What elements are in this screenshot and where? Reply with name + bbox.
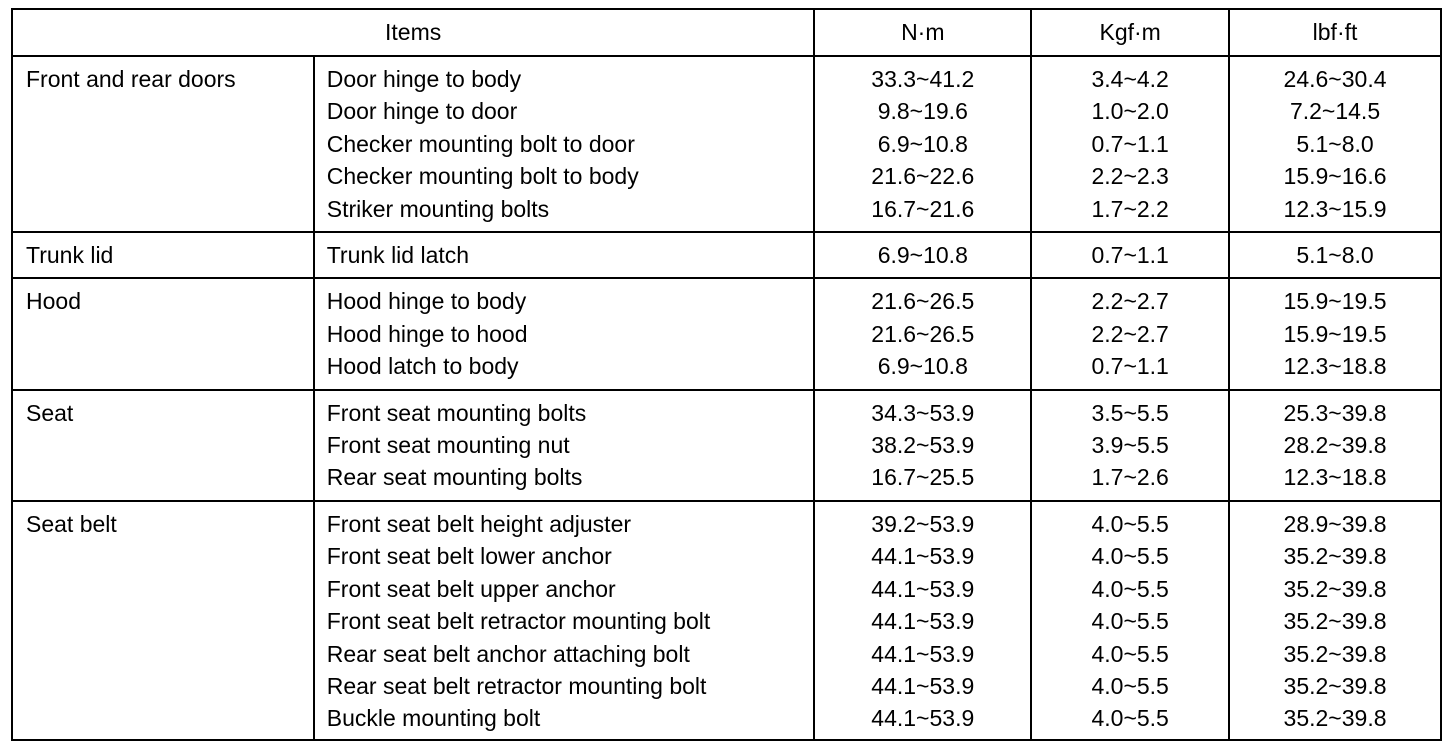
table-row [12,390,1441,501]
torque-kgfm-value: 2.2~2.7 [1091,288,1169,315]
torque-lbfft-value: 15.9~19.5 [1283,288,1387,315]
torque-kgfm-value: 1.7~2.2 [1091,195,1169,222]
torque-nm-value: 44.1~53.9 [871,608,975,635]
item-label: Hood hinge to hood [326,320,528,347]
torque-kgfm-value: 3.5~5.5 [1091,399,1169,426]
item-label: Rear seat belt retractor mounting bolt [326,672,707,699]
torque-kgfm-value: 4.0~5.5 [1091,543,1169,570]
torque-nm-value: 39.2~53.9 [871,510,975,537]
torque-lbfft-value: 28.2~39.8 [1283,432,1387,459]
header-nm: N·m [814,9,1031,56]
table-body [12,56,1441,740]
torque-kgfm-value: 3.9~5.5 [1091,432,1169,459]
torque-lbfft-value: 12.3~15.9 [1283,195,1387,222]
torque-lbfft-value: 35.2~39.8 [1283,543,1387,570]
item-label: Rear seat belt anchor attaching bolt [326,640,690,667]
header-lbfft: lbf·ft [1229,9,1441,56]
torque-kgfm-value: 2.2~2.7 [1091,320,1169,347]
torque-kgfm-value: 4.0~5.5 [1091,640,1169,667]
torque-kgfm-value: 4.0~5.5 [1091,705,1169,732]
table-row [12,501,1441,740]
torque-kgfm-value: 1.0~2.0 [1091,98,1169,125]
torque-lbfft-cell [1229,278,1441,389]
item-cell [314,390,815,501]
item-label: Front seat belt upper anchor [326,575,616,602]
item-label: Buckle mounting bolt [326,705,541,732]
torque-nm-value: 44.1~53.9 [871,575,975,602]
torque-lbfft-value: 7.2~14.5 [1289,98,1381,125]
torque-lbfft-cell [1229,232,1441,278]
group-name: Seat belt [12,501,314,740]
torque-kgfm-value: 4.0~5.5 [1091,575,1169,602]
torque-kgfm-value: 0.7~1.1 [1091,130,1169,157]
header-row [12,9,1441,56]
torque-nm-value: 21.6~26.5 [871,320,975,347]
item-label: Front seat belt retractor mounting bolt [326,608,711,635]
item-label: Striker mounting bolts [326,195,550,222]
torque-nm-value: 44.1~53.9 [871,543,975,570]
torque-lbfft-value: 5.1~8.0 [1296,130,1374,157]
group-name: Trunk lid [12,232,314,278]
torque-kgfm-value: 0.7~1.1 [1091,242,1169,269]
torque-nm-value: 44.1~53.9 [871,640,975,667]
torque-lbfft-value: 28.9~39.8 [1283,510,1387,537]
torque-nm-value: 44.1~53.9 [871,672,975,699]
torque-nm-value: 33.3~41.2 [871,66,975,92]
torque-lbfft-value: 25.3~39.8 [1283,399,1387,426]
torque-nm-value: 9.8~19.6 [877,98,968,125]
item-label: Front seat belt lower anchor [326,543,612,570]
torque-nm-cell [814,232,1031,278]
torque-nm-value: 16.7~21.6 [871,195,975,222]
item-label: Front seat belt height adjuster [326,510,632,537]
item-label: Front seat mounting bolts [326,399,587,426]
item-label: Checker mounting bolt to body [326,163,639,190]
item-label: Door hinge to door [326,98,518,125]
item-cell [314,56,815,232]
header-items: Items [12,9,814,56]
torque-lbfft-value: 15.9~16.6 [1283,163,1387,190]
item-label: Door hinge to body [326,66,522,92]
item-cell [314,232,815,278]
torque-kgfm-cell [1031,501,1229,740]
torque-kgfm-value: 4.0~5.5 [1091,608,1169,635]
torque-lbfft-value: 35.2~39.8 [1283,575,1387,602]
torque-lbfft-value: 24.6~30.4 [1283,66,1387,92]
header-kgfm: Kgf·m [1031,9,1229,56]
torque-kgfm-value: 0.7~1.1 [1091,353,1169,380]
torque-nm-value: 21.6~26.5 [871,288,975,315]
torque-kgfm-cell [1031,56,1229,232]
item-cell [314,501,815,740]
torque-kgfm-cell [1031,278,1229,389]
torque-nm-value: 34.3~53.9 [871,399,975,426]
group-name: Front and rear doors [12,56,314,232]
item-label: Front seat mounting nut [326,432,570,459]
torque-nm-cell [814,56,1031,232]
torque-nm-value: 21.6~22.6 [871,163,975,190]
torque-kgfm-cell [1031,232,1229,278]
torque-lbfft-cell [1229,390,1441,501]
torque-lbfft-value: 5.1~8.0 [1296,242,1374,269]
item-label: Hood latch to body [326,353,519,380]
torque-specification-table [11,8,1442,741]
group-name: Hood [12,278,314,389]
torque-lbfft-value: 35.2~39.8 [1283,705,1387,732]
torque-kgfm-value: 3.4~4.2 [1091,66,1169,92]
torque-lbfft-value: 35.2~39.8 [1283,640,1387,667]
torque-nm-value: 16.7~25.5 [871,464,975,491]
torque-kgfm-value: 4.0~5.5 [1091,672,1169,699]
group-name: Seat [12,390,314,501]
torque-nm-value: 38.2~53.9 [871,432,975,459]
torque-nm-value: 6.9~10.8 [877,353,968,380]
torque-kgfm-value: 4.0~5.5 [1091,510,1169,537]
torque-kgfm-value: 1.7~2.6 [1091,464,1169,491]
table-row [12,278,1441,389]
torque-lbfft-value: 12.3~18.8 [1283,353,1387,380]
torque-lbfft-value: 35.2~39.8 [1283,608,1387,635]
table-row [12,232,1441,278]
torque-kgfm-cell [1031,390,1229,501]
item-label: Rear seat mounting bolts [326,464,583,491]
torque-kgfm-value: 2.2~2.3 [1091,163,1169,190]
item-label: Checker mounting bolt to door [326,130,635,157]
torque-nm-value: 44.1~53.9 [871,705,975,732]
torque-lbfft-value: 35.2~39.8 [1283,672,1387,699]
torque-nm-cell [814,390,1031,501]
table-row [12,56,1441,232]
torque-lbfft-cell [1229,501,1441,740]
torque-nm-value: 6.9~10.8 [877,130,968,157]
item-cell [314,278,815,389]
torque-lbfft-cell [1229,56,1441,232]
torque-nm-cell [814,501,1031,740]
torque-nm-cell [814,278,1031,389]
torque-lbfft-value: 15.9~19.5 [1283,320,1387,347]
torque-lbfft-value: 12.3~18.8 [1283,464,1387,491]
torque-nm-value: 6.9~10.8 [877,242,968,269]
item-label: Trunk lid latch [326,242,470,269]
item-label: Hood hinge to body [326,288,527,315]
